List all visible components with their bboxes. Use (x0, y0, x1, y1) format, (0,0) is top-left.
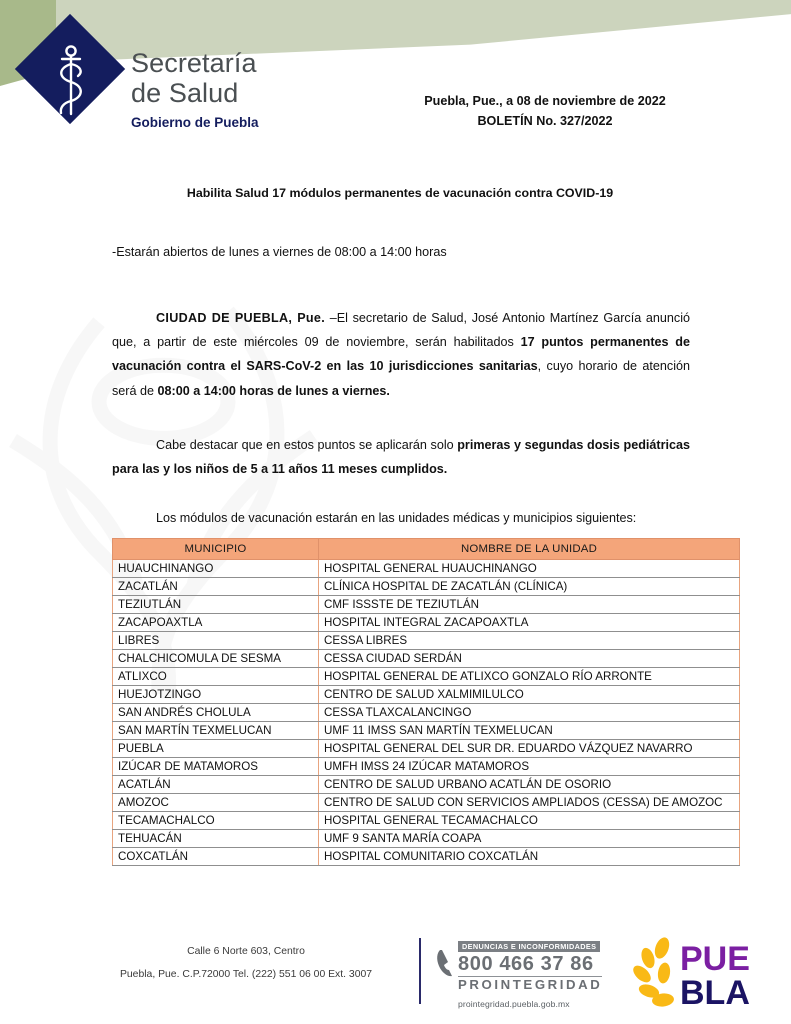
table-cell-municipio: TEZIUTLÁN (113, 596, 319, 614)
page-title: Habilita Salud 17 módulos permanentes de vacunación contra COVID-19 (186, 186, 614, 200)
table-cell-unidad: HOSPITAL GENERAL DE ATLIXCO GONZALO RÍO ARRONTE (319, 668, 740, 686)
table-cell-municipio: TEHUACÁN (113, 830, 319, 848)
dateline-bulletin: BOLETÍN No. 327/2022 (477, 113, 613, 128)
table-cell-municipio: ACATLÁN (113, 776, 319, 794)
table-cell-unidad: CENTRO DE SALUD CON SERVICIOS AMPLIADOS (CESSA) DE AMOZOC (319, 794, 740, 812)
prointegridad-name: PROINTEGRIDAD (458, 976, 603, 992)
puebla-logo-line-1: PUE (680, 940, 750, 978)
table-cell-municipio: SAN MARTÍN TEXMELUCAN (113, 722, 319, 740)
table-cell-unidad: UMF 11 IMSS SAN MARTÍN TEXMELUCAN (319, 722, 740, 740)
table-cell-unidad: CESSA TLAXCALANCINGO (319, 704, 740, 722)
dateline-place: Puebla, Pue., a 08 de noviembre de 2022 (424, 94, 666, 108)
table-cell-municipio: ZACAPOAXTLA (113, 614, 319, 632)
puebla-government-logo (632, 936, 770, 1010)
footer-address-line-2: Puebla, Pue. C.P.72000 Tel. (222) 551 06 00 Ext. 3007 (119, 969, 373, 981)
table-cell-unidad: HOSPITAL GENERAL DEL SUR DR. EDUARDO VÁZQUEZ NAVARRO (319, 740, 740, 758)
paragraph-2-seg1: Cabe destacar que en estos puntos se aplicarán solo (156, 437, 458, 452)
paragraph-1 (112, 306, 690, 403)
table-cell-unidad: CESSA LIBRES (319, 632, 740, 650)
phone-handset-icon (436, 948, 458, 978)
table-body (113, 560, 740, 866)
table-cell-municipio: AMOZOC (113, 794, 319, 812)
table-cell-unidad: UMFH IMSS 24 IZÚCAR MATAMOROS (319, 758, 740, 776)
table-cell-municipio: IZÚCAR DE MATAMOROS (113, 758, 319, 776)
table-header-municipio: MUNICIPIO (113, 539, 319, 560)
paragraph-1-bold1: 17 puntos permanentes de vacunación contra el SARS-CoV-2 en las 10 jurisdicciones sanitarias (112, 335, 690, 374)
paragraph-2-bold1: primeras y segundas dosis pediátricas para las y los niños de 5 a 11 años 11 meses cumplidos. (112, 437, 691, 476)
table-cell-municipio: COXCATLÁN (113, 848, 319, 866)
table-cell-municipio: TECAMACHALCO (113, 812, 319, 830)
table-header-row (113, 539, 740, 560)
flower-petals-icon (632, 936, 675, 1008)
table-cell-unidad: CENTRO DE SALUD URBANO ACATLÁN DE OSORIO (319, 776, 740, 794)
table-cell-unidad: CMF ISSSTE DE TEZIUTLÁN (319, 596, 740, 614)
table-cell-municipio: HUEJOTZINGO (113, 686, 319, 704)
table-row (113, 794, 740, 812)
table-cell-municipio: PUEBLA (113, 740, 319, 758)
dateline (330, 92, 760, 131)
modules-table-wrapper (112, 538, 739, 866)
table-row (113, 632, 740, 650)
footer-vertical-divider (419, 938, 421, 1004)
prointegridad-phone: 800 466 37 86 (458, 953, 594, 975)
table-intro-line: Los módulos de vacunación estarán en las unidades médicas y municipios siguientes: (156, 511, 637, 526)
table-row (113, 830, 740, 848)
logo-line-1: Secretaría (131, 48, 257, 78)
table-cell-unidad: CENTRO DE SALUD XALMIMILULCO (319, 686, 740, 704)
table-row (113, 560, 740, 578)
table-cell-unidad: HOSPITAL INTEGRAL ZACAPOAXTLA (319, 614, 740, 632)
table-row (113, 578, 740, 596)
puebla-logo-line-2: BLA (680, 974, 750, 1010)
table-row (113, 776, 740, 794)
table-row (113, 650, 740, 668)
table-row (113, 758, 740, 776)
prointegridad-block (436, 936, 611, 1009)
table-row (113, 848, 740, 866)
table-row (113, 686, 740, 704)
body-content (112, 306, 690, 525)
prointegridad-banner: DENUNCIAS E INCONFORMIDADES (458, 941, 600, 952)
table-row (113, 704, 740, 722)
table-row (113, 812, 740, 830)
table-header-unidad: NOMBRE DE LA UNIDAD (319, 539, 740, 560)
table-cell-unidad: HOSPITAL COMUNITARIO COXCATLÁN (319, 848, 740, 866)
table-cell-unidad: CLÍNICA HOSPITAL DE ZACATLÁN (CLÍNICA) (319, 578, 740, 596)
footer-address (96, 940, 396, 987)
table-cell-unidad: HOSPITAL GENERAL HUAUCHINANGO (319, 560, 740, 578)
table-cell-municipio: SAN ANDRÉS CHOLULA (113, 704, 319, 722)
table-cell-municipio: CHALCHICOMULA DE SESMA (113, 650, 319, 668)
logo-line-2: de Salud (131, 78, 239, 109)
table-row (113, 668, 740, 686)
table-cell-municipio: HUAUCHINANGO (113, 560, 319, 578)
paragraph-1-seg2: , cuyo horario de atención será de (112, 359, 690, 398)
paragraph-1-seg1: –El secretario de Salud, José Antonio Martínez García anunció que, a partir de este miércoles 09 de noviembre, serán habilitados (112, 311, 691, 350)
asclepius-staff-icon (45, 42, 97, 120)
page-subtitle: -Estarán abiertos de lunes a viernes de 08:00 a 14:00 horas (112, 245, 447, 259)
table-row (113, 596, 740, 614)
modules-table (112, 538, 740, 866)
prointegridad-url[interactable]: prointegridad.puebla.gob.mx (458, 998, 570, 1009)
table-row (113, 740, 740, 758)
paragraph-1-bold2: 08:00 a 14:00 horas de lunes a viernes. (157, 383, 390, 398)
paragraph-2 (112, 433, 690, 481)
table-cell-unidad: UMF 9 SANTA MARÍA COAPA (319, 830, 740, 848)
table-cell-unidad: CESSA CIUDAD SERDÁN (319, 650, 740, 668)
paragraph-1-leadin: CIUDAD DE PUEBLA, Pue. (156, 311, 326, 325)
table-cell-municipio: LIBRES (113, 632, 319, 650)
logo-line-3: Gobierno de Puebla (131, 115, 259, 131)
secretaria-salud-logo (19, 22, 359, 142)
table-cell-unidad: HOSPITAL GENERAL TECAMACHALCO (319, 812, 740, 830)
footer-address-line-1: Calle 6 Norte 603, Centro (187, 946, 305, 957)
table-cell-municipio: ZACATLÁN (113, 578, 319, 596)
table-row (113, 722, 740, 740)
table-cell-municipio: ATLIXCO (113, 668, 319, 686)
table-row (113, 614, 740, 632)
